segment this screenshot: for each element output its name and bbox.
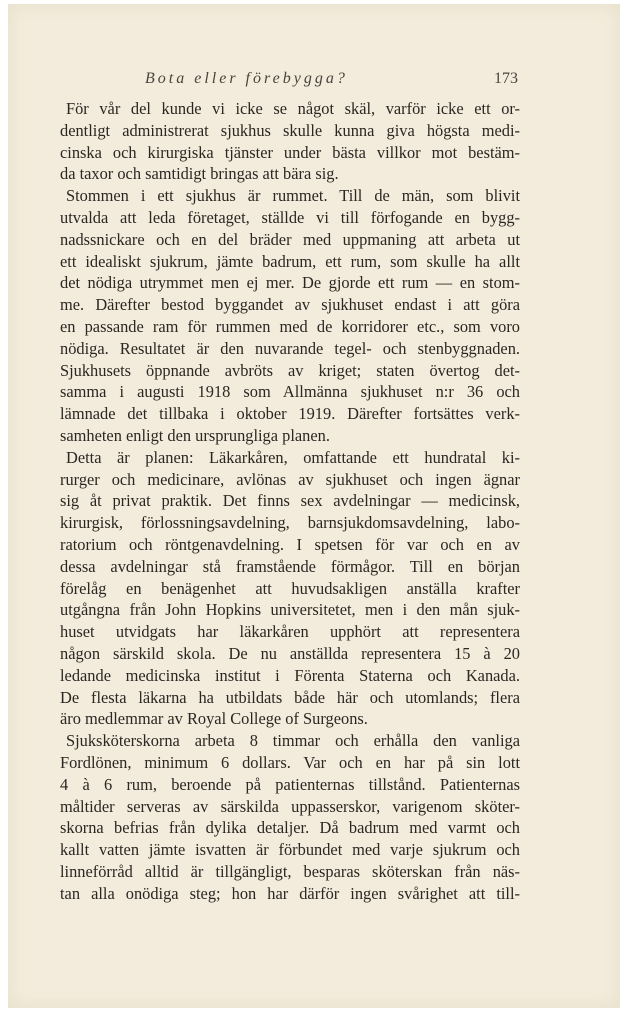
- text-line: en passande ram för rummen med de korridorer etc., som voro: [60, 316, 520, 336]
- text-line: cinska och kirurgiska tjänster under bästa villkor mot bestäm-: [60, 142, 520, 162]
- text-line: För vår del kunde vi icke se något skäl, varför icke ett or-: [66, 99, 520, 118]
- text-line: någon särskild skola. De nu anställda representera 15 à 20: [60, 643, 520, 663]
- text-line: Detta är planen: Läkarkåren, omfattande ett hundratal ki-: [66, 447, 520, 467]
- text-line: kirurgisk, förlossningsavdelning, barnsjukdomsavdelning, labo-: [60, 513, 520, 533]
- text-line: rurger och medicinare, avlönas av sjukhuset och ingen ägnar: [60, 469, 520, 489]
- text-line: nödiga. Resultatet är den nuvarande tegel- och stenbyggnaden.: [60, 338, 520, 358]
- text-line: dessa avdelningar stå framstående förmågor. Till en början: [60, 556, 520, 576]
- text-line: utgångna från John Hopkins universitetet, men i den mån sjuk-: [60, 600, 520, 620]
- text-line: Stommen i ett sjukhus är rummet. Till de män, som blivit: [66, 186, 520, 206]
- text-line: dentligt administrerat sjukhus skulle kunna giva högsta medi-: [60, 120, 520, 140]
- text-line: sig åt privat praktik. Det finns sex avdelningar — medicinsk,: [60, 491, 520, 511]
- text-line: ratorium och röntgenavdelning. I spetsen för var och en av: [60, 534, 520, 554]
- text-line: utvalda att leda företaget, ställde vi till förfogande en bygg-: [60, 207, 520, 227]
- text-line: linneförråd alltid är tillgängligt, besparas sköterskan från näs-: [60, 861, 520, 881]
- text-line: förelåg en benägenhet att huvudsakligen anställa krafter: [60, 578, 520, 598]
- text-line: skorna befrias från dylika detaljer. Då badrum med varmt och: [60, 818, 520, 838]
- text-line: samheten enligt den ursprungliga planen.: [60, 425, 330, 445]
- text-line: Sjukhusets öppnande avbröts av kriget; staten övertog det-: [60, 360, 520, 380]
- text-line: me. Därefter bestod byggandet av sjukhuset endast i att göra: [60, 295, 520, 315]
- book-page: [8, 4, 620, 1008]
- body-text: [60, 98, 520, 904]
- text-line: nadssnickare och en del bräder med uppmaning att arbeta ut: [60, 229, 520, 249]
- text-line: måltider serveras av särskilda uppasserskor, varigenom sköter-: [60, 796, 520, 816]
- text-line: det nödiga utrymmet men ej mer. De gjorde ett rum — en stom-: [60, 273, 520, 293]
- text-line: samma i augusti 1918 som Allmänna sjukhuset n:r 36 och: [60, 382, 520, 402]
- text-line: äro medlemmar av Royal College of Surgeons.: [60, 709, 368, 729]
- text-line: ett idealiskt sjukrum, jämte badrum, ett rum, som skulle ha allt: [60, 251, 520, 271]
- text-line: da taxor och samtidigt bringas att bära sig.: [60, 164, 339, 184]
- text-line: huset utvidgats har läkarkåren upphört att representera: [60, 622, 520, 642]
- text-line: ledande medicinska institut i Förenta Staterna och Kanada.: [60, 665, 520, 685]
- text-line: Fordlönen, minimum 6 dollars. Var och en har på sin lott: [60, 752, 520, 772]
- text-line: lämnade det tillbaka i oktober 1919. Därefter fortsättes verk-: [60, 404, 520, 424]
- page-header: [8, 70, 620, 94]
- text-line: De flesta läkarna ha utbildats både här och utomlands; flera: [60, 687, 520, 707]
- text-line: Sjuksköterskorna arbeta 8 timmar och erhålla den vanliga: [66, 731, 520, 751]
- page-number: 173: [494, 70, 518, 87]
- running-title: Bota eller förebygga?: [145, 70, 348, 87]
- text-line: tan alla onödiga steg; hon har därför ingen svårighet att till-: [60, 883, 520, 903]
- text-line: kallt vatten jämte isvatten är förbundet med varje sjukrum och: [60, 840, 520, 860]
- text-line: 4 à 6 rum, beroende på patienternas tillstånd. Patienternas: [60, 774, 520, 794]
